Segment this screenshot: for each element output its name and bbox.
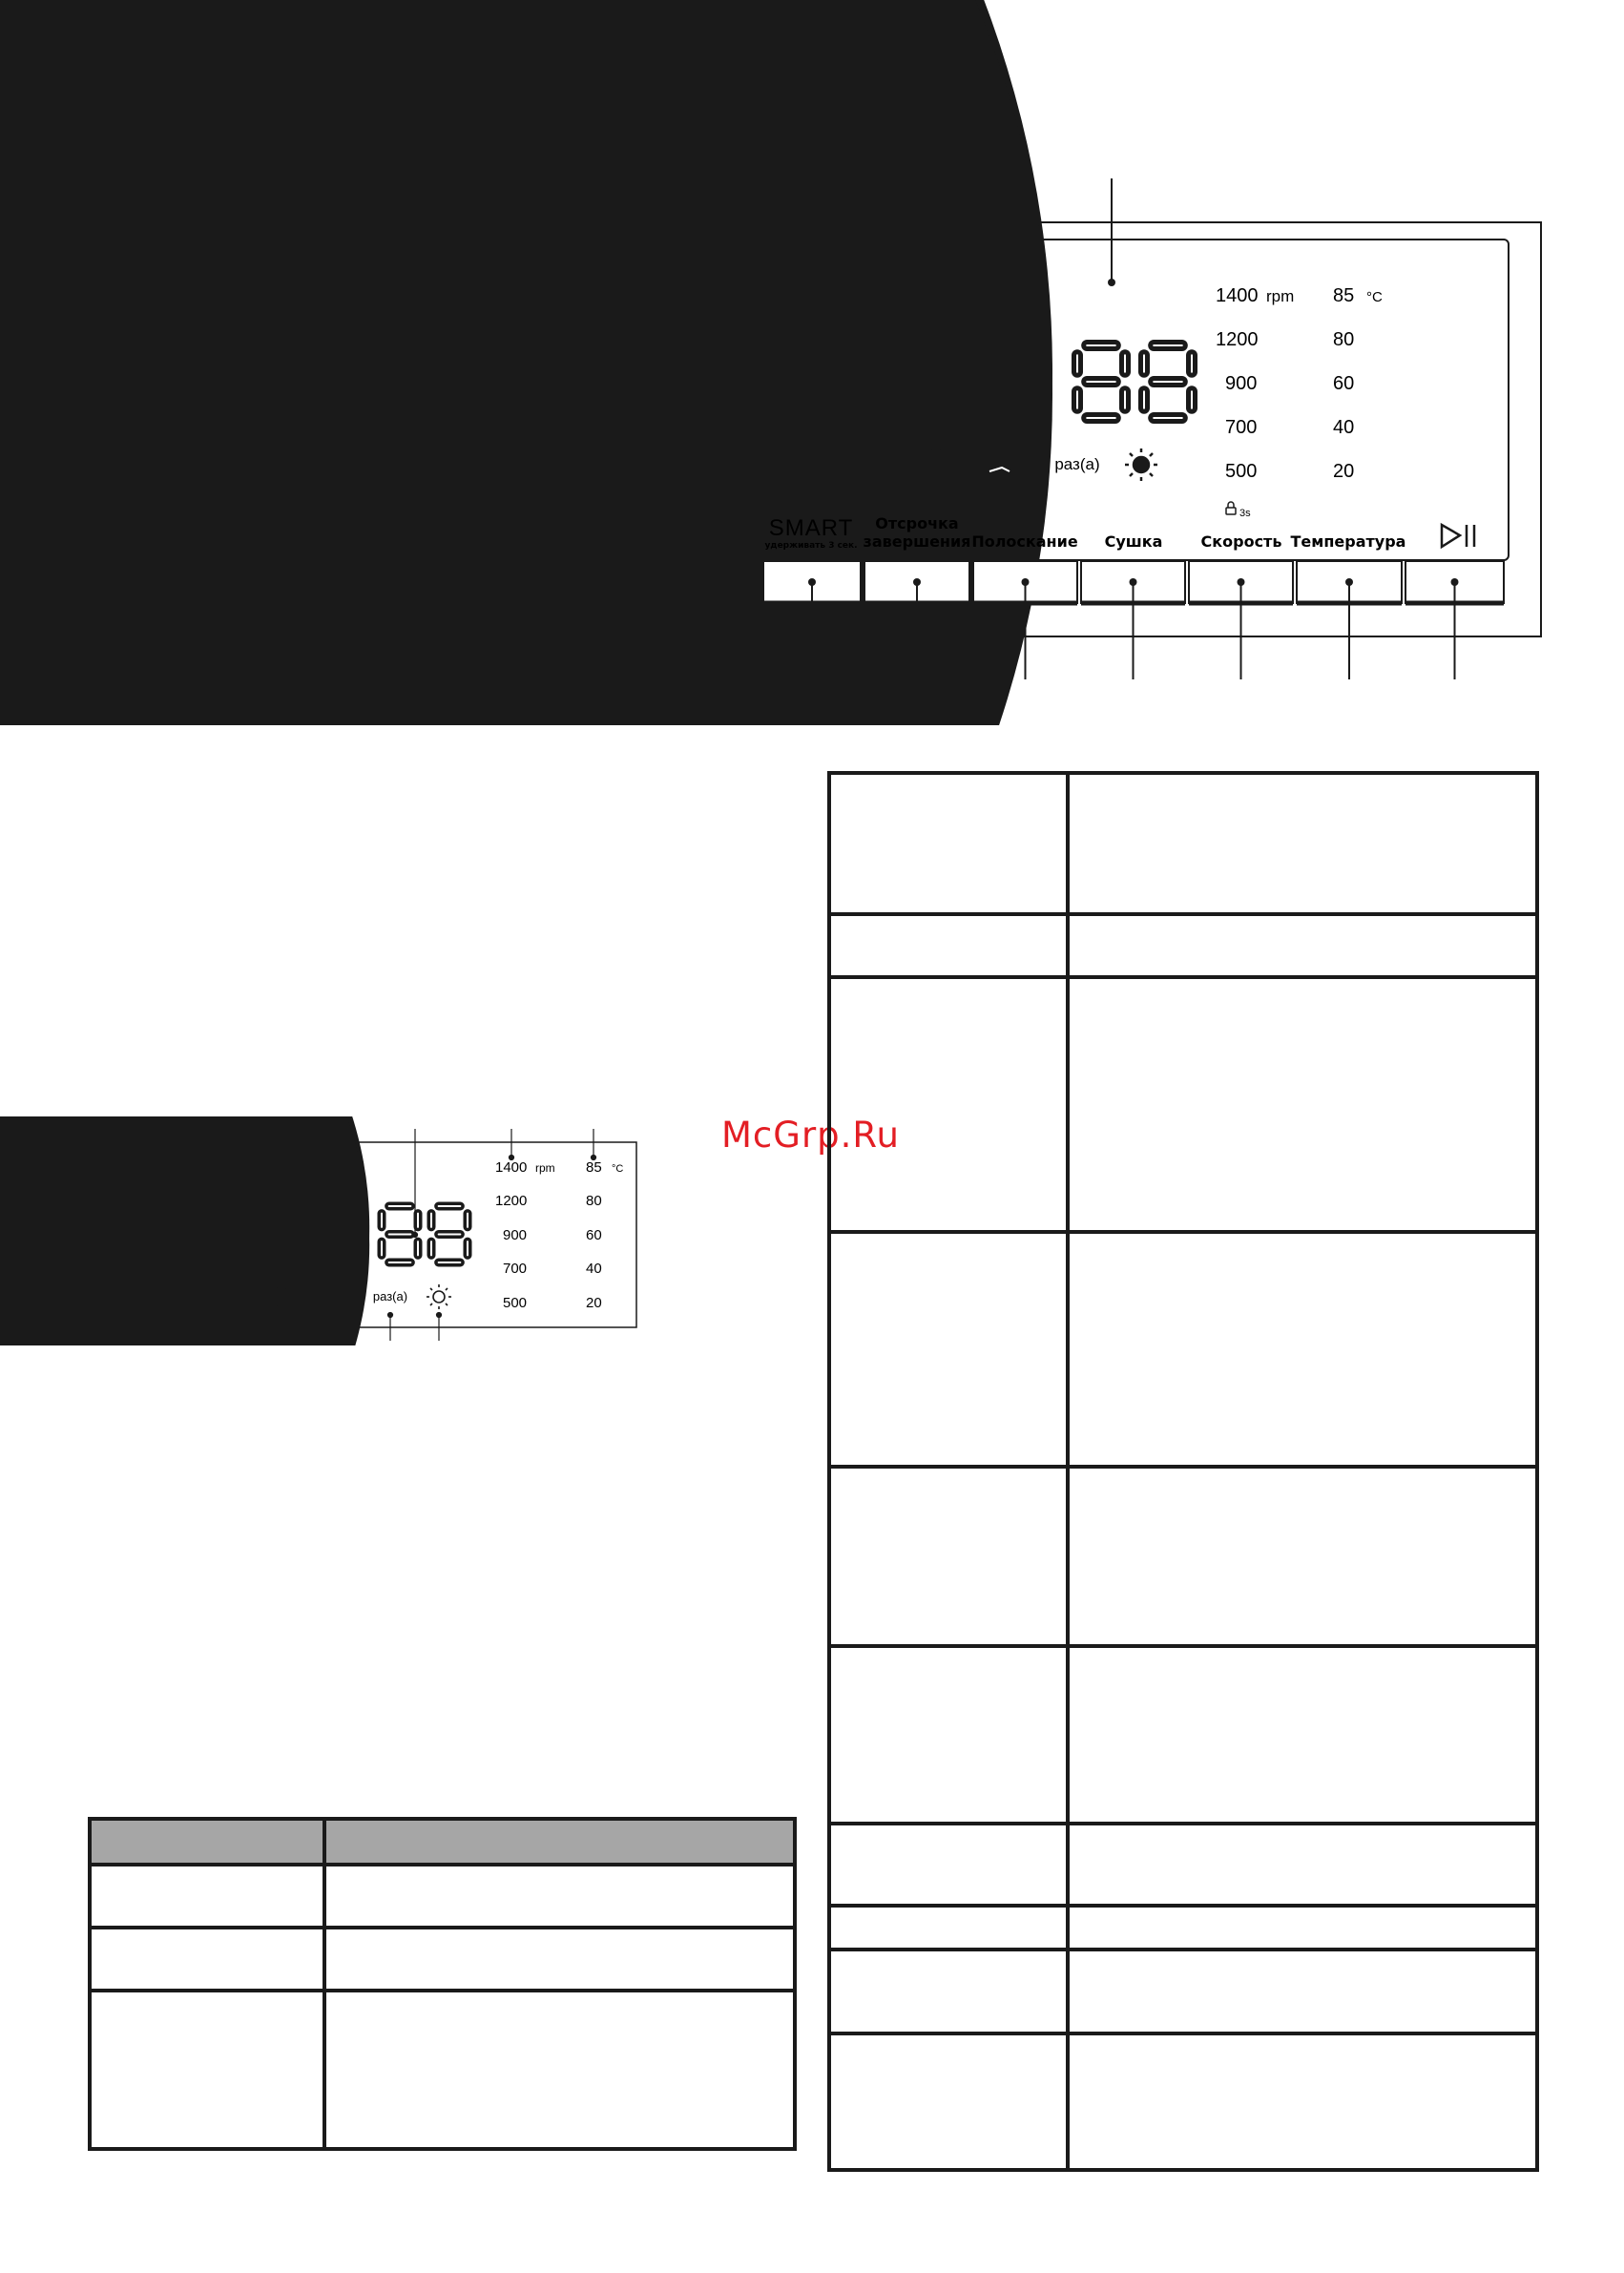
dry-label: Сушка (1104, 532, 1163, 551)
sun-icon (1125, 448, 1157, 481)
speed-1200: 1200 (1216, 329, 1259, 350)
left-table-header (90, 1819, 795, 1865)
watermark: McGrp.Ru (721, 1115, 900, 1156)
speed-900: 900 (1225, 373, 1258, 394)
speed-500: 500 (1225, 461, 1258, 482)
small-temp-20: 20 (586, 1295, 602, 1311)
table-row (829, 977, 1537, 1232)
small-speed-1200: 1200 (495, 1193, 528, 1209)
temp-80: 80 (1333, 329, 1355, 350)
speed-scale (1216, 285, 1294, 482)
table-row (829, 1950, 1537, 2033)
child-lock-hint-icon (1226, 502, 1236, 514)
small-temp-80: 80 (586, 1193, 602, 1209)
smart-label: SMART (768, 515, 854, 541)
smart-sublabel: удерживать 3 сек. (764, 541, 858, 551)
rinse-count-label: раз(а) (1054, 455, 1100, 473)
small-speed-900: 900 (503, 1227, 528, 1243)
segment-digit (382, 1206, 418, 1262)
table-row (90, 1928, 795, 1991)
small-speed-500: 500 (503, 1295, 528, 1311)
colon-dot (0, 1116, 369, 1345)
left-table (88, 1817, 797, 2151)
child-lock-hint: 3s (1239, 508, 1251, 519)
delay-label-line2: завершения (863, 532, 971, 551)
small-time-digits (0, 1116, 468, 1345)
temp-20: 20 (1333, 461, 1355, 482)
speed-1400: 1400 (1216, 285, 1259, 306)
table-row (829, 2033, 1537, 2170)
small-rinse-count-label: раз(а) (372, 1289, 408, 1303)
table-row (829, 1646, 1537, 1824)
small-temp-40: 40 (586, 1261, 602, 1277)
rinse-label: Полоскание (971, 532, 1078, 551)
table-row (829, 1906, 1537, 1950)
table-row (829, 1824, 1537, 1906)
delay-label: Отсрочка (875, 514, 959, 532)
temp-unit: °C (1366, 289, 1383, 305)
temp-85: 85 (1333, 285, 1355, 306)
time-digits (0, 0, 1192, 725)
segment-digit (1077, 345, 1125, 418)
display-detail-diagram (0, 1116, 668, 1345)
table-row (90, 1865, 795, 1928)
table-row (829, 773, 1537, 914)
small-temp-60: 60 (586, 1227, 602, 1243)
small-sun-icon (427, 1284, 451, 1309)
speed-700: 700 (1225, 417, 1258, 438)
temp-40: 40 (1333, 417, 1355, 438)
table-row (829, 1232, 1537, 1467)
temp-60: 60 (1333, 373, 1355, 394)
table-row (90, 1991, 795, 2149)
segment-digit (1144, 345, 1192, 418)
small-speed-700: 700 (503, 1261, 528, 1277)
table-row (829, 1467, 1537, 1646)
table-row (829, 914, 1537, 977)
small-speed-unit: rpm (535, 1161, 555, 1175)
control-panel-diagram (0, 0, 1624, 725)
temperature-scale (1333, 285, 1383, 482)
small-speed-1400: 1400 (495, 1159, 528, 1176)
colon-dot (0, 0, 1052, 725)
play-pause-icon (1442, 525, 1474, 547)
speed-label: Скорость (1200, 532, 1282, 551)
right-table (827, 771, 1539, 2172)
small-temp-85: 85 (586, 1159, 602, 1176)
segment-digit (431, 1206, 468, 1262)
temperature-label: Температура (1290, 532, 1406, 551)
speed-unit: rpm (1266, 287, 1295, 305)
small-temp-unit: °C (612, 1163, 624, 1175)
